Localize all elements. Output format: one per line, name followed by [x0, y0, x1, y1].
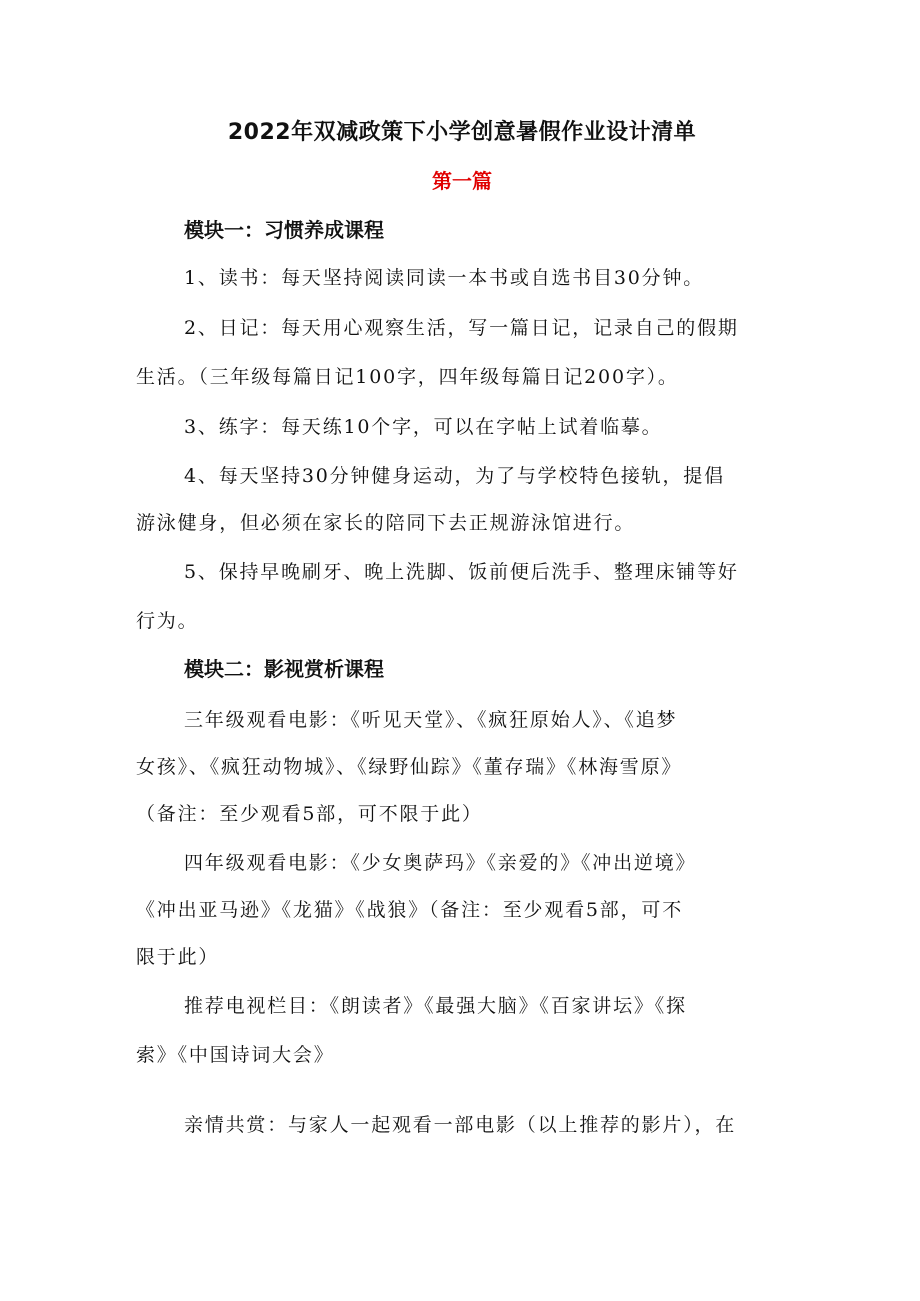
module1-heading: 模块一：习惯养成课程 [184, 218, 384, 242]
module1-line-5: 4、每天坚持30分钟健身运动，为了与学校特色接轨，提倡 [184, 465, 725, 487]
module2-line-1: 三年级观看电影：《听见天堂》、《疯狂原始人》、《追梦 [184, 709, 678, 731]
module1-line-6: 游泳健身，但必须在家长的陪同下去正规游泳馆进行。 [136, 512, 636, 534]
module2-line-6: 限于此） [136, 946, 220, 968]
module1-line-8: 行为。 [136, 610, 199, 632]
module2-line-8: 索》《中国诗词大会》 [136, 1044, 335, 1066]
module2-line-4: 四年级观看电影：《少女奥萨玛》《亲爱的》《冲出逆境》 [184, 852, 697, 874]
module1-line-4: 3、练字：每天练10个字，可以在字帖上试着临摹。 [184, 416, 663, 438]
document-subtitle: 第一篇 [432, 169, 492, 193]
module2-line-9: 亲情共赏：与家人一起观看一部电影（以上推荐的影片），在 [184, 1114, 737, 1136]
module1-line-1: 1、读书：每天坚持阅读同读一本书或自选书目30分钟。 [184, 267, 705, 289]
module1-line-3: 生活。（三年级每篇日记100字，四年级每篇日记200字）。 [136, 366, 679, 388]
module2-heading: 模块二：影视赏析课程 [184, 657, 384, 681]
module2-line-5: 《冲出亚马逊》《龙猫》《战狼》（备注：至少观看5部，可不 [136, 899, 683, 921]
module2-line-3: （备注：至少观看5部，可不限于此） [136, 803, 483, 825]
module1-line-7: 5、保持早晚刷牙、晚上洗脚、饭前便后洗手、整理床铺等好 [184, 561, 739, 583]
module2-line-2: 女孩》、《疯狂动物城》、《绿野仙踪》《董存瑞》《林海雪原》 [136, 756, 683, 778]
document-title: 2022年双减政策下小学创意暑假作业设计清单 [227, 120, 697, 145]
module1-line-2: 2、日记：每天用心观察生活，写一篇日记，记录自己的假期 [184, 317, 739, 339]
module2-line-7: 推荐电视栏目：《朗读者》《最强大脑》《百家讲坛》《探 [184, 995, 687, 1017]
